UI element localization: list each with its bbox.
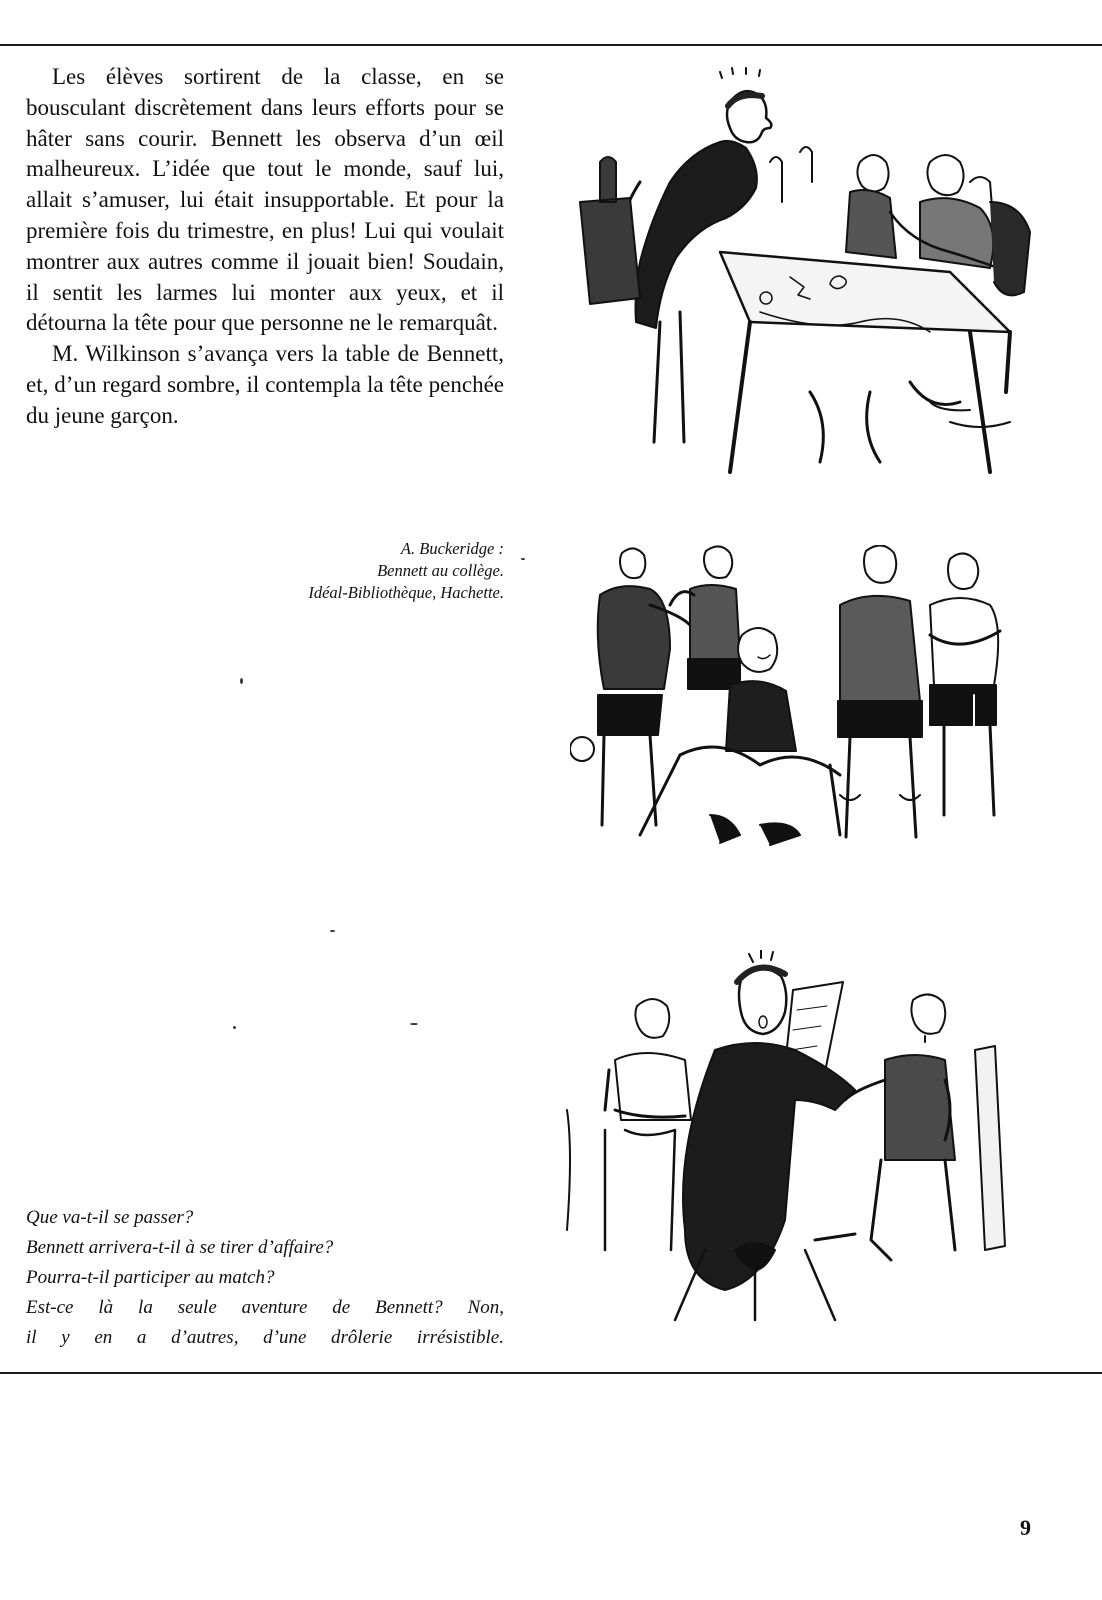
source-author: A. Buckeridge : [400,539,504,558]
scan-speck [521,558,525,560]
scan-speck [233,1026,236,1029]
question-line-3: Pourra-t-il participer au match? [26,1267,275,1288]
question-line-1: Que va-t-il se passer? [26,1207,194,1228]
source-publisher: Idéal-Bibliothèque, Hachette. [308,583,504,602]
question-line-5: il y en a d’autres, d’une drôlerie irrésistible. [26,1327,504,1348]
football-players-sketch-icon [570,545,1030,895]
question-line-2: Bennett arrivera-t-il à se tirer d’affaire? [26,1237,334,1258]
scan-speck [330,930,335,932]
classroom-sketch-icon [570,62,1042,490]
scan-speck [240,678,243,684]
main-text [26,62,504,432]
page-number: 9 [1020,1515,1031,1540]
source-citation [26,538,504,604]
source-title: Bennett au collège. [377,561,504,580]
bottom-rule [0,1372,1102,1374]
scan-speck [410,1023,418,1025]
question-line-4: Est-ce là la seule aventure de Bennett? Non, [26,1297,504,1318]
closing-questions [26,1203,504,1353]
teacher-reading-sketch-icon [565,950,1035,1330]
paragraph-2: M. Wilkinson s’avança vers la table de Bennett, et, d’un regard sombre, il contempla la tête penchée du jeune garçon. [26,341,504,428]
paragraph-1: Les élèves sortirent de la classe, en se bousculant discrètement dans leurs efforts pour se hâter sans courir. Bennett les observa d’un œil malheureux. L’idée que tout le monde, sauf lui, allait s’amuser, lui était insupportable. Et pour la première fois du trimestre, en plus! Lui qui voulait montrer aux autres comme il jouait bien! Soudain, il sentit les larmes lui monter aux yeux, et il détourna la tête pour que personne ne le remarquât. [26,64,504,336]
top-rule [0,44,1102,46]
